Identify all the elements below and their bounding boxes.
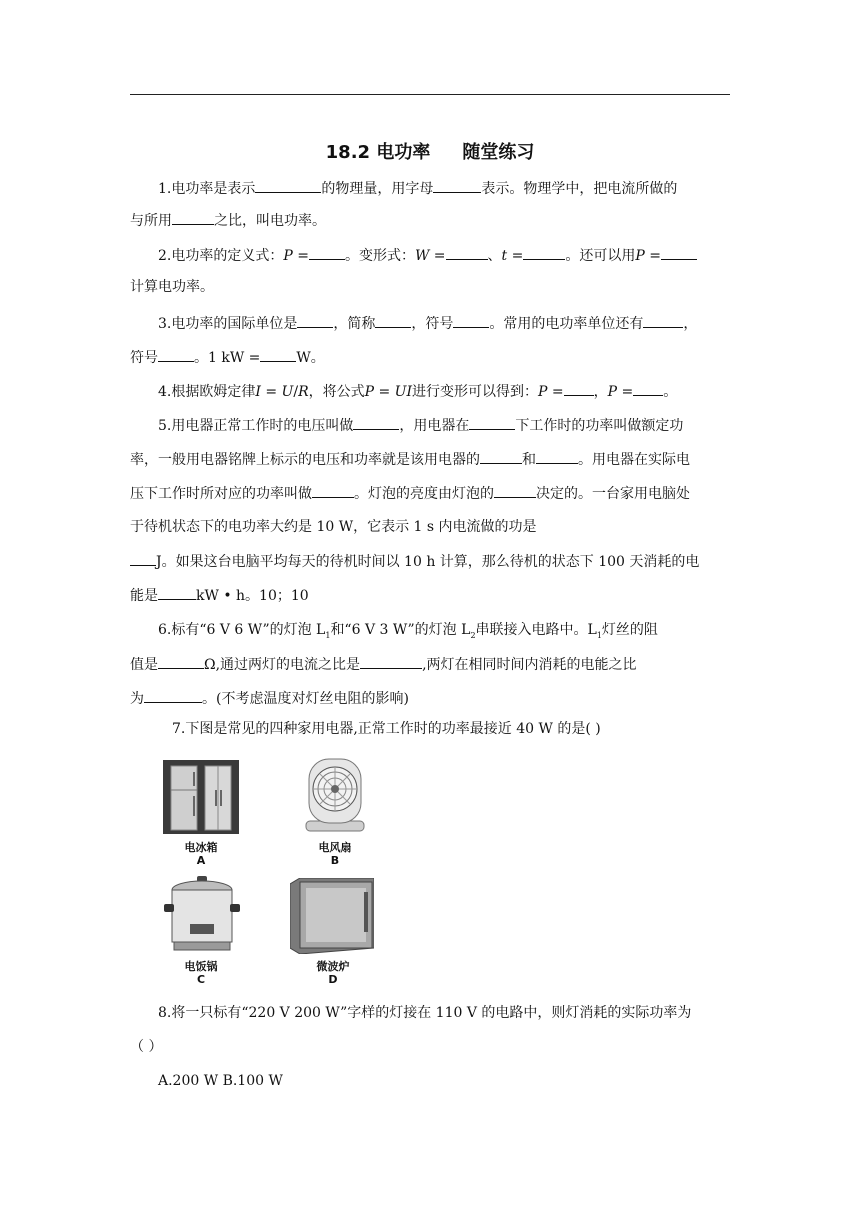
q5-text-d: 率，一般用电器铭牌上标示的电压和功率就是该用电器的 [130,452,480,468]
q6-blank-2[interactable] [360,654,422,669]
q3-blank-3[interactable] [453,313,489,328]
q2-line1 [158,245,697,266]
q2-blank-3[interactable] [523,245,565,260]
q6-sub-2: 2 [470,630,476,640]
q2-sep: 、 [487,248,502,264]
q4-text-c: 进行变形可以得到： [412,384,539,400]
q5-text-j: J。如果这台电脑平均每天的待机时间以 10 h 计算，那么待机的状态下 100 天消耗的电 [156,554,700,570]
q4-eq-4: = [617,384,634,400]
q6-text-i: 。(不考虑温度对灯丝电阻的影响) [202,691,409,707]
q6-sub-3: 1 [596,630,602,640]
q4-eq-2: = [374,384,395,400]
caption-b-name: 电风扇 [318,841,352,854]
header-rule [130,94,730,95]
fridge-image [163,760,239,834]
q2-blank-1[interactable] [309,245,345,260]
q3-text-g: 。1 kW = [194,350,261,366]
q5-text-f: 。用电器在实际电 [578,452,690,468]
q4-blank-2[interactable] [633,381,663,396]
title-sub: 随堂练习 [462,142,535,163]
q1-text-e: 之比，叫电功率。 [214,213,326,229]
q1-line1 [158,178,677,199]
q5-line3 [130,483,690,504]
q4-var-p: P [364,384,375,400]
q4-line1 [158,381,677,402]
q5-blank-8[interactable] [158,585,196,600]
q4-var-ui: UI [394,384,413,400]
q5-line1 [158,415,683,436]
q6-text-h: 为 [130,691,144,707]
caption-d [288,960,378,986]
q5-text-l: kW • h。10；10 [196,588,309,604]
caption-c-name: 电饭锅 [184,960,218,973]
q5-blank-6[interactable] [494,483,536,498]
q3-text-c: ，符号 [411,316,454,332]
q4-blank-1[interactable] [564,381,594,396]
q3-text-b: ，简称 [333,316,376,332]
q1-text-d: 与所用 [130,213,172,229]
q5-text-b: ，用电器在 [399,418,470,434]
q3-text-d: 。常用的电功率单位还有 [489,316,644,332]
q4-eq-3: = [547,384,564,400]
q6-line1 [158,620,658,646]
q3-line2 [130,347,325,368]
q5-blank-5[interactable] [312,483,354,498]
q2-var-t: t [501,248,508,264]
q5-blank-4[interactable] [536,449,578,464]
caption-a [156,841,246,867]
q5-text-a: 5.用电器正常工作时的电压叫做 [158,418,354,434]
q5-text-h: 。灯泡的亮度由灯泡的 [354,486,494,502]
q2-eq-3: = [507,248,524,264]
q4-var-i: I [255,384,261,400]
q5-blank-2[interactable] [469,415,515,430]
q4-text-b: ，将公式 [308,384,365,400]
caption-c [156,960,246,986]
q6-line2 [130,654,637,675]
q5-blank-7[interactable] [130,551,156,566]
title-main: 18.2 电功率 [325,142,431,163]
microwave-image [290,878,374,954]
q1-blank-2[interactable] [433,178,481,193]
q4-text-a: 4.根据欧姆定律 [158,384,256,400]
q4-var-u: U [281,384,294,400]
q5-text-k: 能是 [130,588,158,604]
caption-a-letter: A [196,854,206,867]
q6-text-b: 和“6 V 3 W”的灯泡 L [330,622,471,638]
q6-blank-1[interactable] [158,654,204,669]
q5-text-c: 下工作时的功率叫做额定功 [515,418,684,434]
q2-var-p: P [283,248,293,264]
caption-b [290,841,380,867]
q6-text-a: 6.标有“6 V 6 W”的灯泡 L [158,622,326,638]
q2-line2: 计算电功率。 [130,279,214,295]
q1-blank-1[interactable] [255,178,321,193]
q5-text-i: 决定的。一台家用电脑处 [536,486,690,502]
q3-blank-5[interactable] [158,347,194,362]
q2-blank-4[interactable] [661,245,697,260]
q1-blank-3[interactable] [172,210,214,225]
caption-d-letter: D [328,973,338,986]
q2-eq-1: = [292,248,309,264]
q8-line3: A.200 W B.100 W [158,1073,283,1089]
caption-a-name: 电冰箱 [184,841,218,854]
q3-text-a: 3.电功率的国际单位是 [158,316,298,332]
q6-blank-3[interactable] [144,688,202,703]
page-title [0,138,860,164]
q6-text-g: ,两灯在相同时间内消耗的电能之比 [422,657,637,673]
q5-line2 [130,449,690,470]
q5-line6 [130,585,309,606]
q5-text-e: 和 [522,452,536,468]
q2-text-c: 。还可以用 [565,248,636,264]
q1-line2 [130,210,326,231]
q5-text-g: 压下工作时所对应的功率叫做 [130,486,312,502]
q6-text-e: 值是 [130,657,158,673]
caption-d-name: 微波炉 [316,960,350,973]
q6-text-f: Ω,通过两灯的电流之比是 [204,657,361,673]
q4-sep: ， [593,384,608,400]
q6-sub-1: 1 [325,630,331,640]
rice-cooker-image [162,876,242,956]
q5-blank-1[interactable] [353,415,399,430]
q7-text: 7.下图是常见的四种家用电器,正常工作时的功率最接近 40 W 的是( ) [172,721,601,737]
q4-eq-1: = [260,384,282,400]
q4-var-r: R [298,384,309,400]
caption-c-letter: C [196,973,206,986]
q3-line1 [158,313,697,334]
q8-line2: （ ） [130,1039,163,1055]
q2-eq-2: = [429,248,446,264]
q5-line4: 于待机状态下的电功率大约是 10 W，它表示 1 s 内电流做的功是 [130,519,537,535]
q4-slash: / [293,384,299,400]
caption-b-letter: B [330,854,340,867]
q3-text-h: W。 [296,350,325,366]
q4-end: 。 [663,384,678,400]
q2-text-b: 。变形式： [344,248,415,264]
q2-text-a: 2.电功率的定义式： [158,248,284,264]
q4-var-p3: P [607,384,618,400]
q1-text-a: 1.电功率是表示 [158,181,256,197]
q2-var-p2: P [635,248,645,264]
q8-line1: 8.将一只标有“220 V 200 W”字样的灯接在 110 V 的电路中，则灯消耗的实际功率为 [158,1005,692,1021]
q3-text-f: 符号 [130,350,158,366]
fan-image [300,757,370,835]
q1-text-b: 的物理量，用字母 [321,181,434,197]
q6-line3 [130,688,409,709]
q2-eq-4: = [644,248,661,264]
q3-blank-4[interactable] [643,313,683,328]
q3-blank-2[interactable] [375,313,411,328]
q1-text-c: 表示。物理学中，把电流所做的 [481,181,678,197]
q2-blank-2[interactable] [446,245,488,260]
q3-text-e: ， [683,316,698,332]
q6-text-c: 串联接入电路中。L [475,622,597,638]
q2-var-w: W [414,248,430,264]
q5-blank-3[interactable] [480,449,522,464]
q6-text-d: 灯丝的阻 [601,622,658,638]
q3-blank-1[interactable] [297,313,333,328]
q5-line5 [130,551,699,572]
q4-var-p2: P [538,384,548,400]
q3-blank-6[interactable] [260,347,296,362]
